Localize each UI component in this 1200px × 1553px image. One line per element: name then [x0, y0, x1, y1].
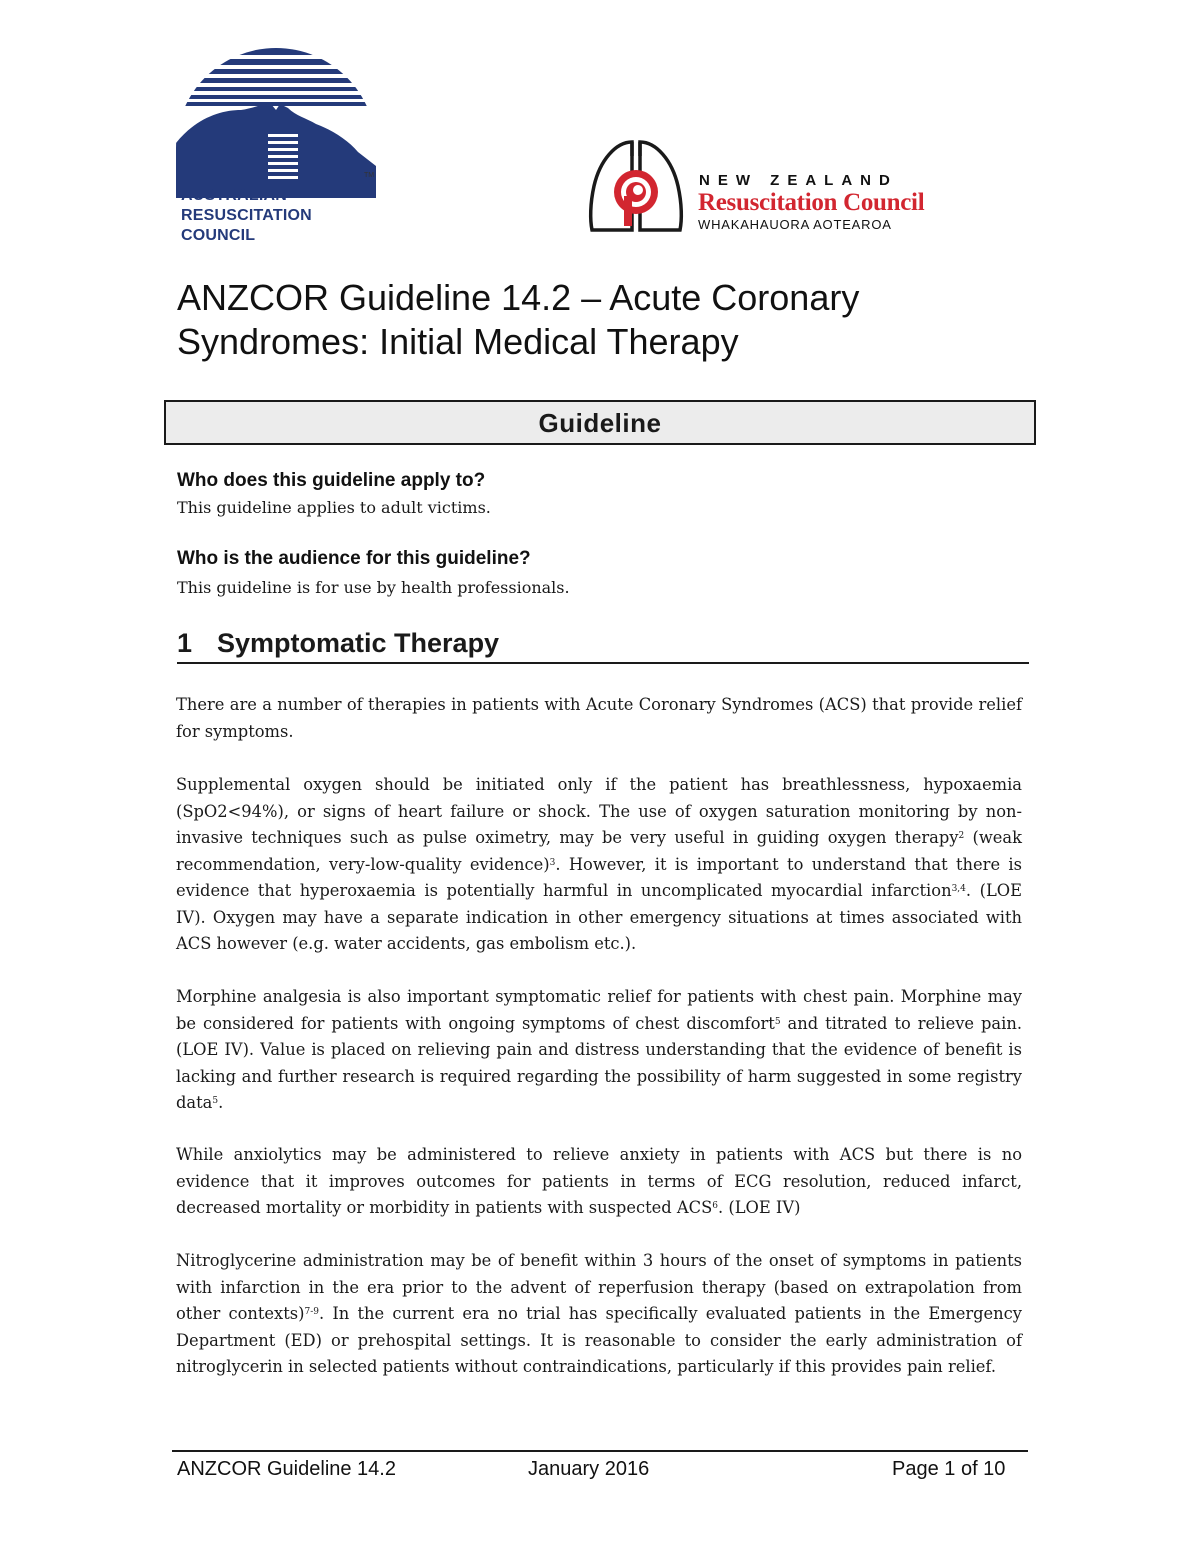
text-run: While anxiolytics may be administered to relieve anxiety in patients with ACS but there is no evidence that it improves outcomes for patients in terms of ECG resolution, reduced infarct, decreased mortality or morbidity in patients with suspected ACS	[176, 1145, 1022, 1217]
citation: 3,4	[951, 884, 966, 894]
page-title	[177, 276, 1037, 364]
paragraph-intro: There are a number of therapies in patients with Acute Coronary Syndromes (ACS) that provide relief for symptoms.	[176, 695, 1022, 741]
text-run: . (LOE IV)	[718, 1198, 801, 1217]
text-run: Morphine analgesia is also important symptomatic relief for patients with chest pain. Morphine may be considered for patients with ongoing symptoms of chest discomfort	[176, 987, 1022, 1033]
text-run: . (LOE IV). Oxygen may have a separate indication in other emergency situations at times associated with ACS however (e.g. water accidents, gas embolism etc.).	[176, 881, 1023, 953]
arc-logo-line-2: RESUSCITATION	[181, 207, 312, 224]
citation: 6	[712, 1201, 718, 1211]
section-title: Symptomatic Therapy	[217, 628, 500, 658]
page-title-line-1: ANZCOR Guideline 14.2 – Acute Coronary	[177, 277, 860, 318]
page-title-line-2: Syndromes: Initial Medical Therapy	[177, 321, 739, 362]
citation: 3	[549, 857, 556, 868]
question-answer-apply: This guideline applies to adult victims.	[177, 498, 491, 517]
trademark-mark: TM	[364, 172, 375, 179]
footer-date: January 2016	[528, 1458, 650, 1480]
citation: 5	[212, 1096, 219, 1106]
paragraph-oxygen	[176, 772, 1022, 958]
paragraph-anxiolytics	[176, 1142, 1022, 1222]
text-run: Supplemental oxygen should be initiated only if the patient has breathlessness, hypoxaemia (SpO2<94%), or signs of heart failure or shock. The use of oxygen saturation monitoring by non-invasive techniques such as pulse oximetry, may be very useful in guiding oxygen therapy	[176, 775, 1022, 847]
nz-resuscitation-council-logo-icon	[586, 136, 686, 236]
footer-page-number: Page 1 of 10	[892, 1458, 1006, 1480]
citation: 2	[958, 831, 965, 841]
question-answer-audience: This guideline is for use by health professionals.	[177, 578, 570, 597]
text-run: .	[218, 1093, 224, 1112]
arc-logo-text	[181, 186, 312, 246]
paragraph-nitroglycerine	[176, 1248, 1022, 1381]
nz-logo-line-3: WHAKAHAUORA AOTEAROA	[698, 217, 892, 232]
text-run: . In the current era no trial has specifically evaluated patients in the Emergency Department (ED) or prehospital settings. It is reasonable to consider the early administration of nitroglycerin in selected patients without contraindications, particularly if this provides pain relief.	[176, 1304, 1022, 1376]
paragraph-morphine	[176, 984, 1022, 1117]
text-run: . However, it is important to understand that there is evidence that hyperoxaemia is potentially harmful in uncomplicated myocardial infarction	[176, 854, 1022, 900]
question-heading-apply: Who does this guideline apply to?	[177, 470, 486, 491]
question-heading-audience: Who is the audience for this guideline?	[177, 548, 531, 569]
text-run: (weak recommendation, very-low-quality evidence)	[176, 828, 1022, 874]
nz-logo-line-2: Resuscitation Council	[698, 189, 925, 216]
text-run: and titrated to relieve pain. (LOE IV). Value is placed on relieving pain and distress understanding that the evidence of benefit is lacking and further research is required regarding the possibility of harm suggested in some registry data	[176, 1013, 1022, 1112]
footer-divider	[172, 1450, 1028, 1452]
arc-logo-line-1: AUSTRALIAN	[181, 187, 287, 204]
section-heading	[177, 626, 1029, 664]
section-number: 1	[177, 628, 193, 658]
citation: 5	[774, 1016, 781, 1027]
nz-logo-line-1: NEW ZEALAND	[699, 172, 898, 189]
guideline-banner: Guideline	[164, 400, 1036, 445]
footer-guideline: ANZCOR Guideline 14.2	[177, 1458, 396, 1480]
arc-logo-line-3: COUNCIL	[181, 227, 256, 244]
text-run: Nitroglycerine administration may be of benefit within 3 hours of the onset of symptoms in patients with infarction in the era prior to the advent of reperfusion therapy (based on extrapolation from other contexts)	[176, 1251, 1022, 1323]
citation: 7-9	[304, 1307, 319, 1317]
